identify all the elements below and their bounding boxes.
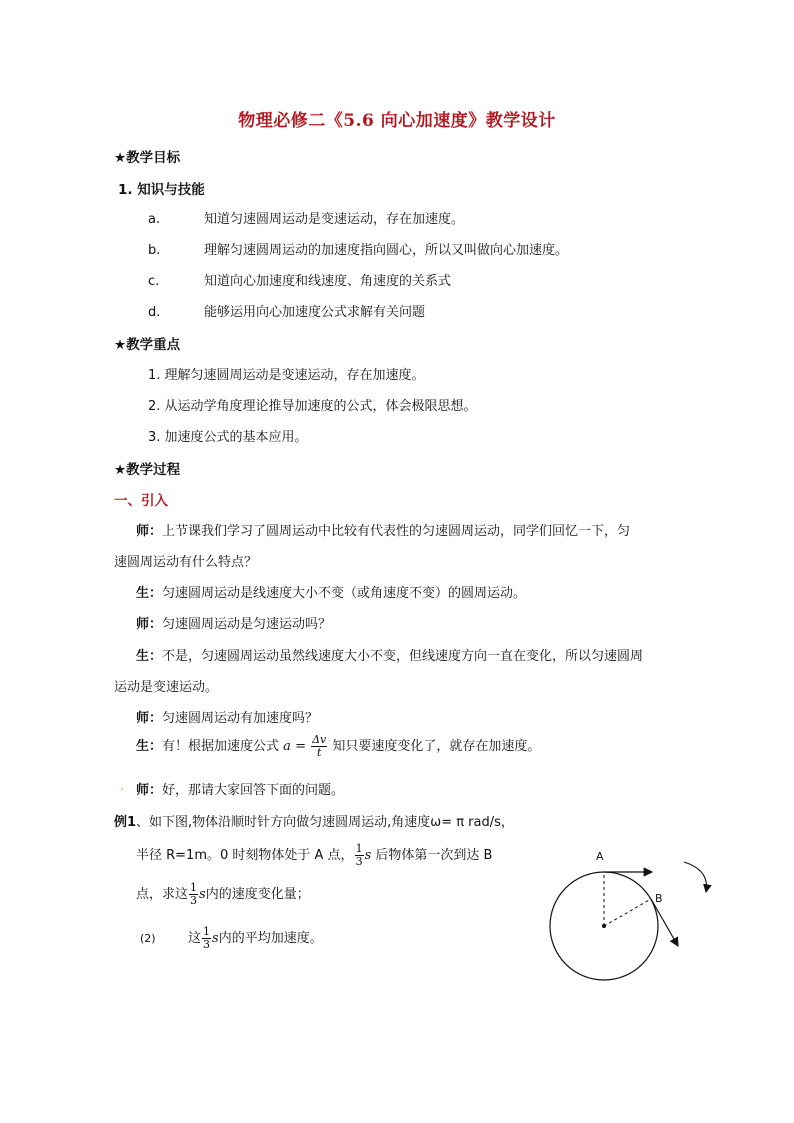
section-process: ★教学过程 <box>114 462 181 478</box>
goal-marker: a. <box>148 212 161 227</box>
question-marker: (2) <box>140 932 156 945</box>
fraction-numerator: 1 <box>203 925 211 938</box>
speaker-label: 师： <box>136 524 163 539</box>
goal-item-d <box>148 301 425 320</box>
goal-item-a <box>148 208 464 227</box>
formula-fraction <box>311 734 327 759</box>
dialogue-text: 好，那请大家回答下面的问题。 <box>162 783 345 798</box>
dialogue-text: 运动是变速运动。 <box>114 680 219 695</box>
example-line-2 <box>136 843 492 868</box>
focus-item-1: 1. 理解匀速圆周运动是变速运动，存在加速度。 <box>148 368 425 383</box>
goal-item-b <box>148 239 568 258</box>
focus-item-3: 3. 加速度公式的基本应用。 <box>148 430 308 445</box>
example-text: 这 <box>188 931 202 946</box>
section-focus: ★教学重点 <box>114 337 181 353</box>
dialogue-line <box>136 582 526 601</box>
goal-text: 知道匀速圆周运动是变速运动，存在加速度。 <box>204 212 465 227</box>
dialogue-line <box>114 551 257 570</box>
speaker-label: 师： <box>136 711 163 726</box>
dialogue-text: 匀速圆周运动有加速度吗？ <box>162 711 319 726</box>
fraction-one-third <box>202 926 211 951</box>
goal-item-c <box>148 270 451 289</box>
dialogue-text: 不是，匀速圆周运动虽然线速度大小不变，但线速度方向一直在变化，所以匀速圆周 <box>162 649 644 664</box>
example-text: 半径 R=1m。0 时刻物体处于 A 点， <box>136 848 354 863</box>
fraction-one-third <box>189 882 198 907</box>
circular-motion-figure <box>540 840 740 990</box>
dialogue-text: 上节课我们学习了圆周运动中比较有代表性的匀速圆周运动，同学们回忆一下，匀 <box>162 524 631 539</box>
dialogue-line <box>136 613 331 632</box>
dialogue-text: 速圆周运动有什么特点？ <box>114 555 258 570</box>
dialogue-text: 有！根据加速度公式 <box>162 739 280 754</box>
goal-text: 理解匀速圆周运动的加速度指向圆心，所以又叫做向心加速度。 <box>204 243 569 258</box>
dialogue-text: 匀速圆周运动是匀速运动吗？ <box>162 617 332 632</box>
example-question-2 <box>140 926 323 951</box>
center-point <box>602 924 606 928</box>
dialogue-text: 知只要速度变化了，就存在加速度。 <box>332 739 541 754</box>
fraction-denominator: 3 <box>355 855 363 868</box>
bullet-dot: . <box>120 779 124 793</box>
fraction-numerator: Δv <box>312 733 327 746</box>
dialogue-line <box>136 645 643 664</box>
formula-line <box>136 734 540 759</box>
goal-marker: d. <box>148 305 161 320</box>
example-line-3 <box>136 882 310 907</box>
fraction-denominator: t <box>316 746 322 759</box>
speaker-label: 师： <box>136 783 163 798</box>
unit-s: s <box>199 887 206 902</box>
radius-ob <box>604 899 651 926</box>
fraction-one-third <box>355 843 364 868</box>
speaker-label: 师： <box>136 617 163 632</box>
unit-s: s <box>212 931 219 946</box>
goal-marker: b. <box>148 243 161 258</box>
unit-s: s <box>364 848 372 863</box>
fraction-numerator: 1 <box>355 842 363 855</box>
goals-heading: 1. 知识与技能 <box>118 182 205 198</box>
goal-text: 能够运用向心加速度公式求解有关问题 <box>204 305 426 320</box>
example-label: 例1 <box>114 815 137 830</box>
section-goals: ★教学目标 <box>114 150 181 166</box>
dialogue-line <box>114 676 218 695</box>
velocity-arrow-b <box>651 899 678 946</box>
example-line-1 <box>114 811 514 830</box>
dialogue-line <box>136 520 630 539</box>
example-text: 后物体第一次到达 B <box>375 848 493 863</box>
example-text: 、如下图,物体沿顺时针方向做匀速圆周运动,角速度ω= π rad/s， <box>136 815 514 830</box>
page-title: 物理必修二《5.6 向心加速度》教学设计 <box>238 111 556 131</box>
goal-text: 知道向心加速度和线速度、角速度的关系式 <box>204 274 452 289</box>
rotation-direction-arrow <box>684 862 707 892</box>
fraction-denominator: 3 <box>203 938 211 951</box>
intro-heading: 一、引入 <box>114 493 168 509</box>
example-text: 内的平均加速度。 <box>218 931 323 946</box>
label-b: B <box>655 892 663 905</box>
example-text: 点，求这 <box>136 887 189 902</box>
goal-marker: c. <box>148 274 160 289</box>
formula-a: a <box>283 739 291 754</box>
formula-equals: = <box>290 739 311 754</box>
label-a: A <box>596 850 604 863</box>
dialogue-line <box>136 707 318 726</box>
focus-item-2: 2. 从运动学角度理论推导加速度的公式，体会极限思想。 <box>148 399 477 414</box>
speaker-label: 生： <box>136 649 163 664</box>
fraction-denominator: 3 <box>190 894 198 907</box>
dialogue-line <box>136 779 344 798</box>
speaker-label: 生： <box>136 586 163 601</box>
speaker-label: 生： <box>136 739 163 754</box>
fraction-numerator: 1 <box>190 881 198 894</box>
dialogue-text: 匀速圆周运动是线速度大小不变（或角速度不变）的圆周运动。 <box>162 586 527 601</box>
example-text: 内的速度变化量； <box>205 887 310 902</box>
